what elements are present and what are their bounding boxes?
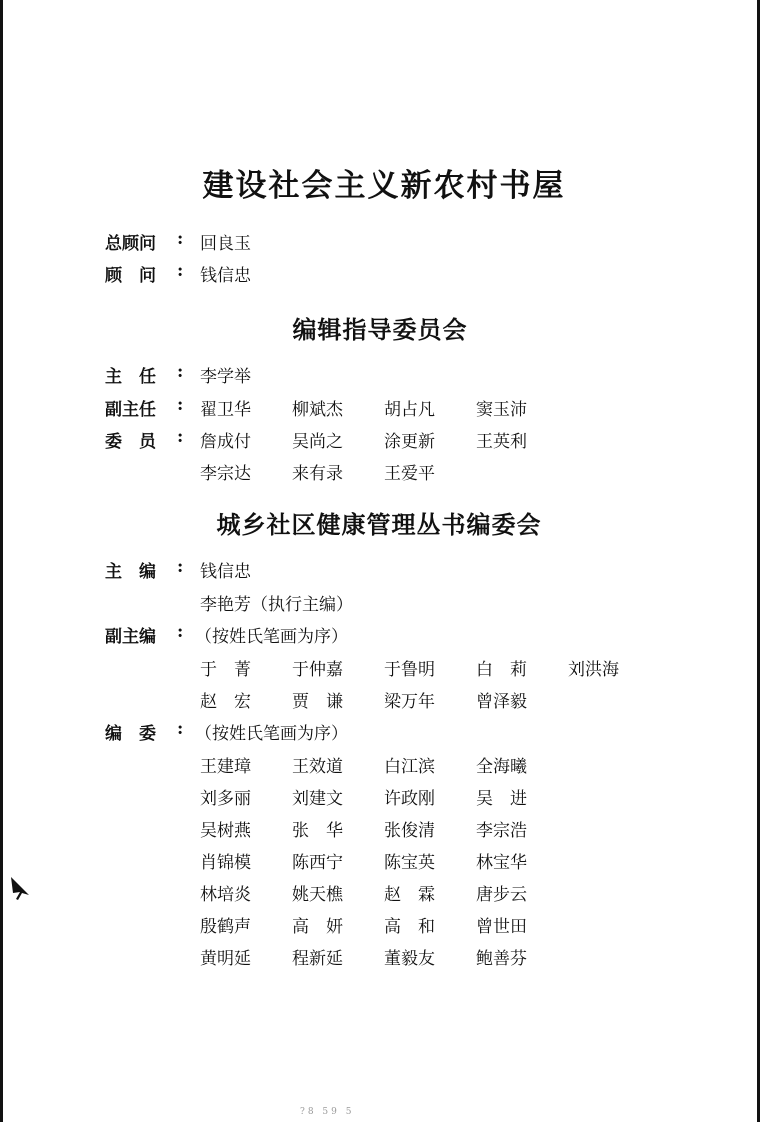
order-note: （按姓氏笔画为序） xyxy=(195,724,348,744)
chief-editor-name: 钱信忠 xyxy=(200,562,251,582)
member-name: 王英利 xyxy=(476,432,527,452)
book-series-title: 建设社会主义新农村书屋 xyxy=(202,168,566,204)
chief-editor-label: 主 编 : xyxy=(105,557,184,582)
editor-name: 林宝华 xyxy=(476,853,527,873)
advisor-name: 钱信忠 xyxy=(200,266,251,286)
vice-editor-name: 于仲嘉 xyxy=(292,660,343,680)
editor-name: 陈宝英 xyxy=(384,853,435,873)
editor-name: 王效道 xyxy=(292,757,343,777)
editor-name: 姚天樵 xyxy=(292,885,343,905)
editor-name: 王建璋 xyxy=(200,757,251,777)
editor-name: 殷鹤声 xyxy=(200,917,251,937)
editor-name: 许政刚 xyxy=(384,789,435,809)
editor-name: 李宗浩 xyxy=(476,821,527,841)
editor-name: 高 和 xyxy=(384,917,435,937)
members-label: 委 员 : xyxy=(105,427,184,452)
editor-name: 刘建文 xyxy=(292,789,343,809)
guide-committee-heading: 编辑指导委员会 xyxy=(292,315,468,344)
executive-editor-name: 李艳芳（执行主编） xyxy=(200,595,353,615)
vice-editor-name: 刘洪海 xyxy=(568,660,619,680)
vice-editor-name: 赵 宏 xyxy=(200,692,251,712)
order-note: （按姓氏笔画为序） xyxy=(195,627,348,647)
director-label: 主 任 : xyxy=(105,362,184,387)
editor-name: 陈西宁 xyxy=(292,853,343,873)
editor-name: 吴树燕 xyxy=(200,821,251,841)
member-name: 涂更新 xyxy=(384,432,435,452)
editor-name: 白江滨 xyxy=(384,757,435,777)
vice-editor-name: 白 莉 xyxy=(476,660,527,680)
vice-editor-name: 于 菁 xyxy=(200,660,251,680)
vice-editor-name: 于鲁明 xyxy=(384,660,435,680)
member-name: 来有录 xyxy=(292,464,343,484)
vice-director-name: 柳斌杰 xyxy=(292,400,343,420)
editor-name: 鲍善芬 xyxy=(476,949,527,969)
member-name: 王爱平 xyxy=(384,464,435,484)
director-name: 李学举 xyxy=(200,367,251,387)
vice-editor-name: 梁万年 xyxy=(384,692,435,712)
vice-editor-label: 副主编 : xyxy=(105,622,184,647)
vice-editor-name: 贾 谦 xyxy=(292,692,343,712)
mouse-pointer-icon xyxy=(9,875,33,905)
editor-name: 高 妍 xyxy=(292,917,343,937)
editor-name: 黄明延 xyxy=(200,949,251,969)
page-footer-noise: ?8 59 5 xyxy=(300,1107,355,1117)
editor-name: 赵 霖 xyxy=(384,885,435,905)
editor-name: 程新延 xyxy=(292,949,343,969)
member-name: 李宗达 xyxy=(200,464,251,484)
vice-director-name: 翟卫华 xyxy=(200,400,251,420)
member-name: 詹成付 xyxy=(200,432,251,452)
general-advisor-label: 总顾问 : xyxy=(105,229,184,254)
member-name: 吴尚之 xyxy=(292,432,343,452)
vice-director-name: 胡占凡 xyxy=(384,400,435,420)
editor-name: 全海曦 xyxy=(476,757,527,777)
editors-label: 编 委 : xyxy=(105,719,184,744)
editor-name: 张俊清 xyxy=(384,821,435,841)
editor-name: 吴 进 xyxy=(476,789,527,809)
series-committee-heading: 城乡社区健康管理丛书编委会 xyxy=(216,510,542,539)
editor-name: 刘多丽 xyxy=(200,789,251,809)
vice-director-label: 副主任 : xyxy=(105,395,184,420)
vice-editor-name: 曾泽毅 xyxy=(476,692,527,712)
advisor-label: 顾 问 : xyxy=(105,261,184,286)
editor-name: 张 华 xyxy=(292,821,343,841)
editor-name: 唐步云 xyxy=(476,885,527,905)
editor-name: 林培炎 xyxy=(200,885,251,905)
editor-name: 肖锦模 xyxy=(200,853,251,873)
editor-name: 曾世田 xyxy=(476,917,527,937)
editor-name: 董毅友 xyxy=(384,949,435,969)
general-advisor-name: 回良玉 xyxy=(200,234,251,254)
vice-director-name: 窦玉沛 xyxy=(476,400,527,420)
